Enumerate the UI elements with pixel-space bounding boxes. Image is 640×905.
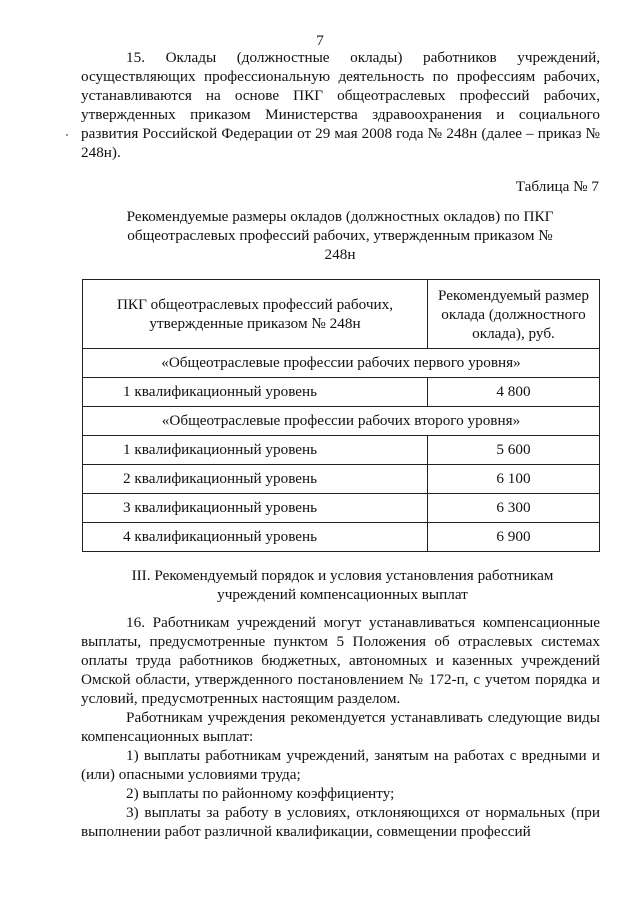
salary-value: 6 300 bbox=[428, 494, 600, 523]
salary-value: 6 900 bbox=[428, 523, 600, 552]
table-title: Рекомендуемые размеры окладов (должностных окладов) по ПКГ общеотраслевых профессий рабочих, утвержденным приказом № 248н bbox=[126, 208, 554, 263]
list-item: 2) выплаты по районному коэффициенту; bbox=[126, 785, 395, 802]
salary-value: 5 600 bbox=[428, 436, 600, 465]
section-body bbox=[81, 613, 600, 841]
group-row bbox=[83, 349, 600, 378]
table-row bbox=[83, 494, 600, 523]
paragraph-15: 15. Оклады (должностные оклады) работников учреждений, осуществляющих профессиональную деятельность по профессиям рабочих, устанавливаются на основе ПКГ общеотраслевых профессий рабочих, утвержденных приказом Министерства здравоохранения и социального развития Российской Федерации от 29 мая 2008 года № 248н (далее – приказ № 248н). bbox=[81, 49, 600, 161]
table-label: Таблица № 7 bbox=[515, 178, 599, 195]
list-item: 1) выплаты работникам учреждений, занятым на работах с вредными и (или) опасными условиями труда; bbox=[81, 747, 600, 783]
group-name: «Общеотраслевые профессии рабочих второго уровня» bbox=[83, 407, 600, 436]
table-row bbox=[83, 465, 600, 494]
list-item: 3) выплаты за работу в условиях, отклоняющихся от нормальных (при выполнении работ различной квалификации, совмещении профессий bbox=[81, 804, 600, 840]
scan-speck bbox=[66, 134, 68, 136]
section-heading: III. Рекомендуемый порядок и условия установления работникам учреждений компенсационных выплат bbox=[131, 567, 554, 603]
group-row bbox=[83, 407, 600, 436]
table-row bbox=[83, 436, 600, 465]
table-header-row bbox=[83, 280, 600, 349]
salary-value: 6 100 bbox=[428, 465, 600, 494]
page-number: 7 bbox=[316, 32, 324, 49]
paragraph-recommend: Работникам учреждения рекомендуется устанавливать следующие виды компенсационных выплат: bbox=[81, 709, 600, 745]
qualification-level: 1 квалификационный уровень bbox=[83, 436, 428, 465]
salary-value: 4 800 bbox=[428, 378, 600, 407]
qualification-level: 1 квалификационный уровень bbox=[83, 378, 428, 407]
table-row bbox=[83, 523, 600, 552]
paragraph-16: 16. Работникам учреждений могут устанавливаться компенсационные выплаты, предусмотренные пунктом 5 Положения об отраслевых системах оплаты труда работников бюджетных, автономных и казенных учреждений Омской области, утвержденного постановлением № 172-п, с учетом порядка и условий, предусмотренных настоящим разделом. bbox=[81, 614, 600, 707]
salary-table bbox=[82, 279, 600, 552]
qualification-level: 3 квалификационный уровень bbox=[83, 494, 428, 523]
group-name: «Общеотраслевые профессии рабочих первого уровня» bbox=[83, 349, 600, 378]
qualification-level: 4 квалификационный уровень bbox=[83, 523, 428, 552]
table-row bbox=[83, 378, 600, 407]
header-salary: Рекомендуемый размер оклада (должностного оклада), руб. bbox=[428, 280, 600, 349]
qualification-level: 2 квалификационный уровень bbox=[83, 465, 428, 494]
header-pkg: ПКГ общеотраслевых профессий рабочих, утвержденные приказом № 248н bbox=[83, 280, 428, 349]
